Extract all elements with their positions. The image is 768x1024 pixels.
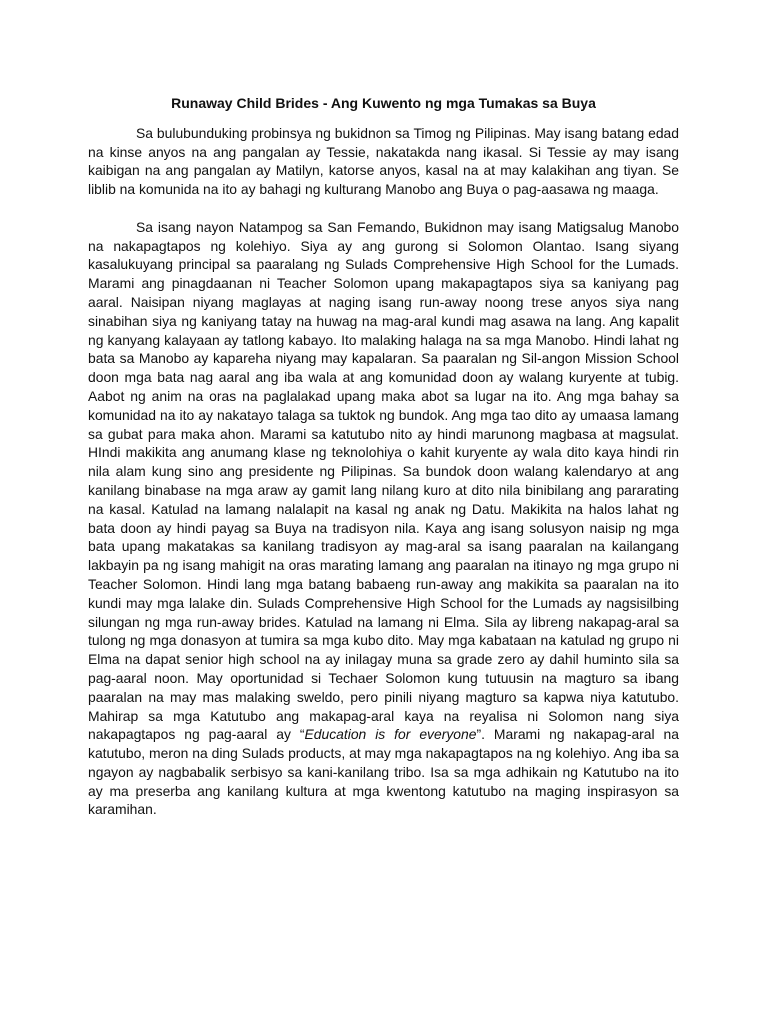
- document-title: Runaway Child Brides - Ang Kuwento ng mga Tumakas sa Buya: [171, 95, 596, 111]
- paragraph-2-emphasis: Education is for everyone: [304, 726, 477, 743]
- document-body: [88, 94, 679, 838]
- paragraph-2-text: Sa isang nayon Natampog sa San Femando, Bukidnon may isang Matigsalug Manobo na nakapagtapos ng kolehiyo. Siya ay ang gurong si Solomon Olantao. Isang siyang kasalukuyang principal sa paaralang ng Sulads Comprehensive High School for the Lumads. Marami ang pinagdaanan ni Teacher Solomon upang makapagtapos siya sa kaniyang pag aaral. Naisipan niyang maglayas at naging isang run-away noong trese anyos siya nang sinabihan siya ng kaniyang tatay na huwag na mag-aral kundi mag asawa na lang. Ang kapalit ng kanyang kalayaan ay tatlong kabayo. Ito malaking halaga na sa mga Manobo. Hindi lahat ng bata sa Manobo ay kapareha niyang may kapalaran. Sa paaralan ng Sil-angon Mission School doon mga bata nag aaral ang iba wala at ang komunidad doon ay walang kuryente at tubig. Aabot ng anim na oras na paglalakad upang maka abot sa lugar na ito. Ang mga bahay sa komunidad na ito ay nakatayo talaga sa tuktok ng bundok. Ang mga tao dito ay umaasa lamang sa gubat para maka ahon. Marami sa katutubo nito ay hindi marunong magbasa at magsulat. HIndi makikita ang anumang klase ng teknolohiya o kahit kuryente ay wala dito kaya hindi rin nila alam kung sino ang presidente ng Pilipinas. Sa bundok doon walang kalendaryo at ang kanilang binabase na mga araw ay gamit lang nilang kuro at dito nila binibilang ang pararating na kasal. Katulad na lamang nalalapit na kasal ng anak ng Datu. Makikita na halos lahat ng bata doon ay hindi payag sa Buya na tradisyon nila. Kaya ang isang solusyon naisip ng mga bata upang makatakas sa kanilang tradisyon ay mag-aral sa isang paaralan na kailangang lakbayin pa ng isang mahigit na oras marating lamang ang paaralan na itinayo ng mga grupo ni Teacher Solomon. Hindi lang mga batang babaeng run-away ang makikita sa paaralan na ito kundi may mga lalake din. Sulads Comprehensive High School for the Lumads ay nagsisilbing silungan ng mga run-away brides. Katulad na lamang ni Elma. Sila ay libreng nakapag-aral sa tulong ng mga donasyon at tumira sa mga kubo dito. May mga kabataan na katulad ng grupo ni Elma na dapat senior high school na ay inilagay muna sa grade zero ay dahil huminto sila sa pag-aaral noon. May oportunidad si Techaer Solomon kung tutuusin na magturo sa ibang paaralan na may mas malaking sweldo, pero pinili niyang magturo sa kapwa niya katutubo. Mahirap sa mga Katutubo ang makapag-aral kaya na reyalisa ni Solomon nang siya nakapagtapos ng pag-aaral ay “: [88, 218, 679, 743]
- paragraph-1: Sa bulubunduking probinsya ng bukidnon sa Timog ng Pilipinas. May isang batang edad na kinse anyos na ang pangalan ay Tessie, nakatakda nang ikasal. Si Tessie ay may isang kaibigan na ang pangalan ay Matilyn, katorse anyos, kasal na at may kalakihan ang tiyan. Se liblib na komunida na ito ay bahagi ng kulturang Manobo ang Buya o pag-aasawa ng maaga.: [88, 124, 679, 198]
- paragraph-2: [88, 218, 679, 820]
- paragraph-2-text-end: ”. Marami ng nakapag-aral na katutubo, meron na ding Sulads products, at may mga nakapagtapos na ng kolehiyo. Ang iba sa ngayon ay nagbabalik serbisyo sa kani-kanilang tribo. Isa sa mga adhikain ng Katutubo na ito ay ma preserba ang kanilang kultura at mga kwentong katutubo na maging inspirasyon sa karamihan.: [88, 726, 679, 818]
